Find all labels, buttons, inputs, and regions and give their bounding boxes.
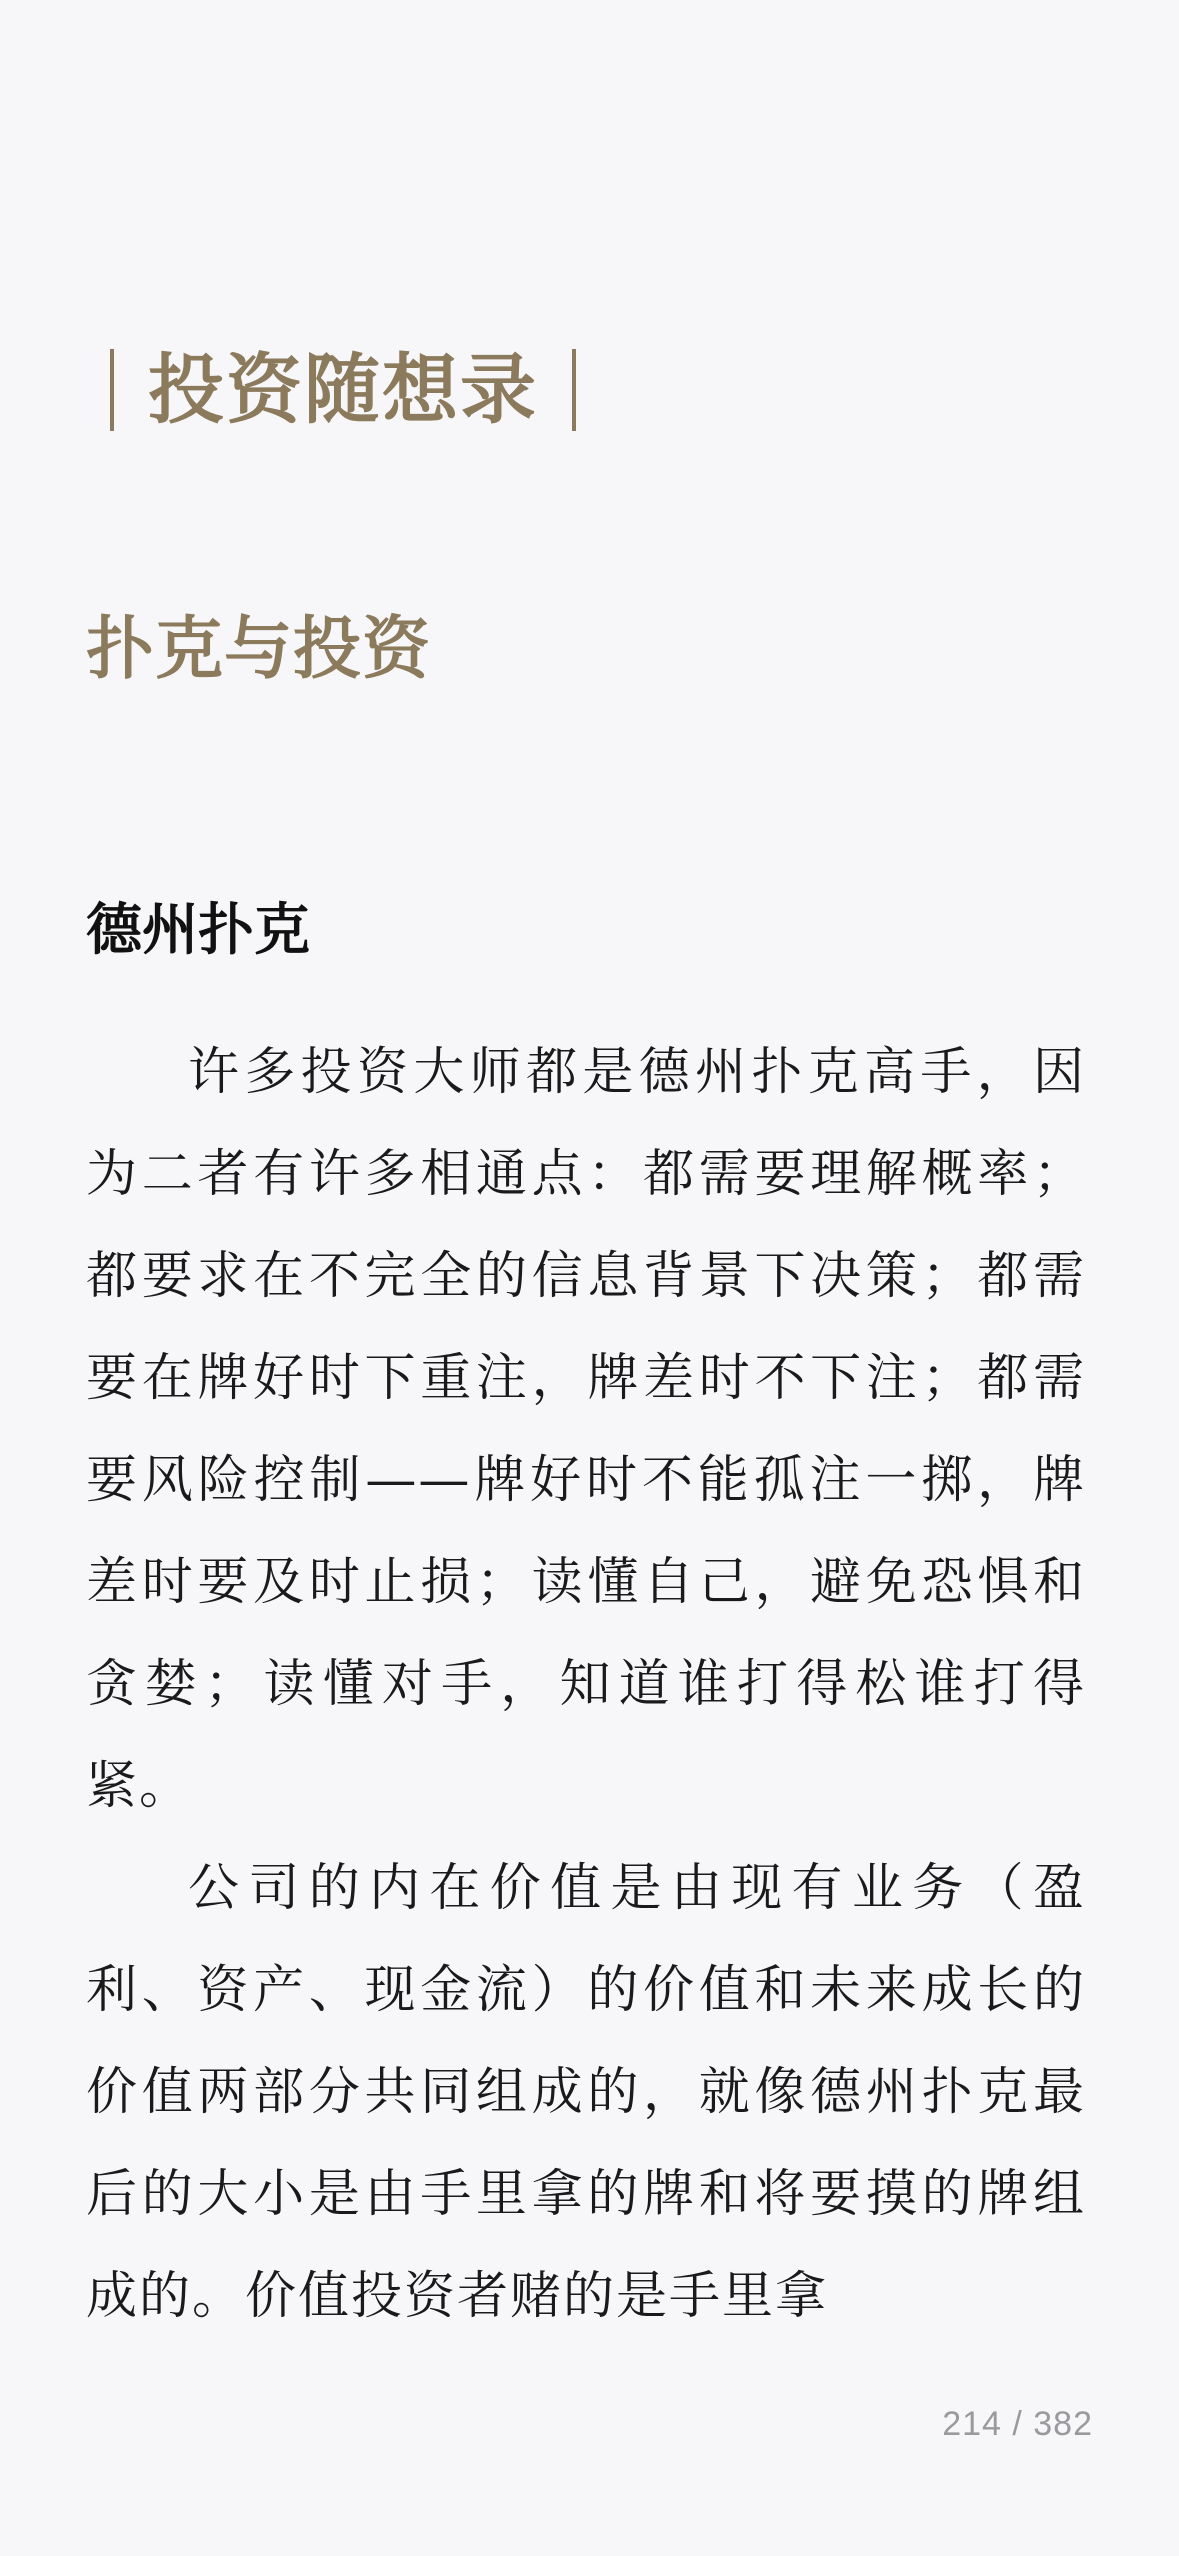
- paragraph: 许多投资大师都是德州扑克高手，因为二者有许多相通点：都需要理解概率；都要求在不完全的信息背景下决策；都需要在牌好时下重注，牌差时不下注；都需要风险控制——牌好时不能孤注一掷，牌差时要及时止损；读懂自己，避免恐惧和贪婪；读懂对手，知道谁打得松谁打得紧。: [86, 1043, 1086, 1816]
- book-title-text: 投资随想录: [148, 345, 538, 434]
- paragraph: 公司的内在价值是由现有业务（盈利、资产、现金流）的价值和未来成长的价值两部分共同组成的，就像德州扑克最后的大小是由手里拿的牌和将要摸的牌组成的。价值投资者赌的是手里拿: [86, 1859, 1086, 2326]
- book-running-title: [110, 335, 576, 445]
- title-right-bar: [572, 349, 576, 431]
- page-number: 214 / 382: [942, 2405, 1093, 2443]
- body-text: [86, 1022, 1086, 2348]
- section-heading: 德州扑克: [86, 897, 310, 963]
- chapter-title: 扑克与投资: [86, 609, 432, 689]
- title-left-bar: [110, 349, 114, 431]
